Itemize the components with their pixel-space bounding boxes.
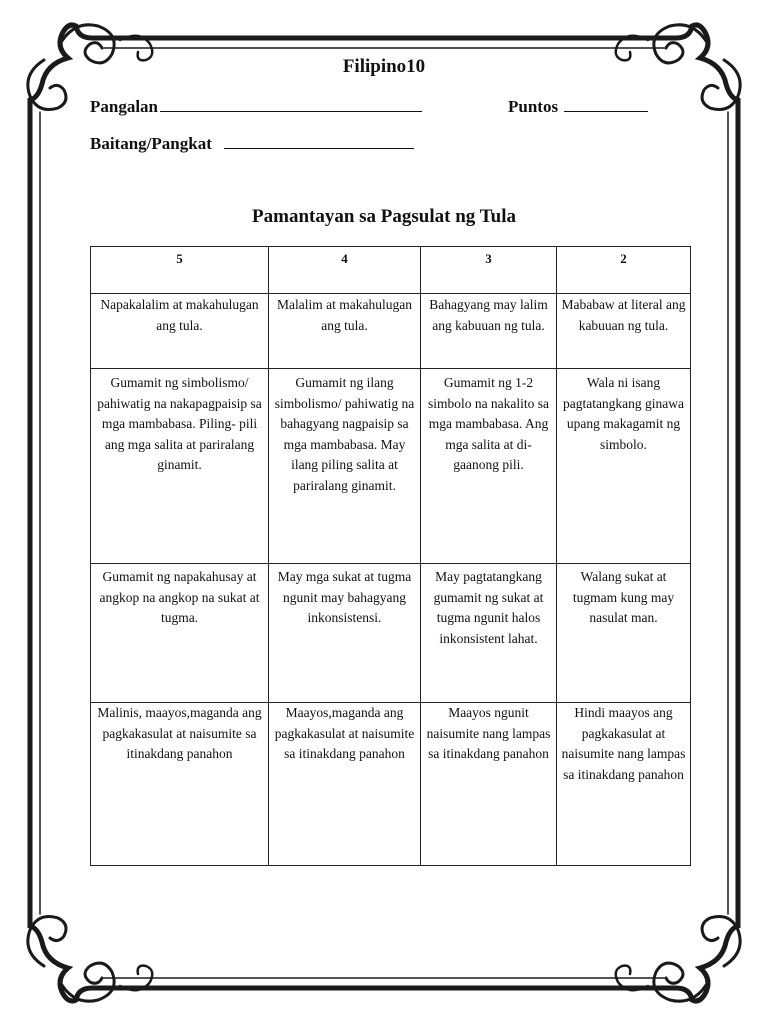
- table-cell: Mababaw at literal ang kabuuan ng tula.: [557, 294, 691, 369]
- name-label: Pangalan: [90, 97, 159, 116]
- document-title: Filipino10: [342, 56, 426, 77]
- name-field: [90, 97, 422, 117]
- table-cell: Gumamit ng simbolismo/ pahiwatig na nakapagpaisip sa mga mambabasa. Piling- pili ang mga salita at pariralang ginamit.: [91, 369, 269, 564]
- score-field: [508, 97, 648, 117]
- column-header-score-4: 4: [269, 247, 421, 294]
- grade-section-label: Baitang/Pangkat: [90, 134, 212, 153]
- rubric-table: [90, 246, 691, 866]
- column-header-score-2: 2: [557, 247, 691, 294]
- table-cell: Walang sukat at tugmam kung may nasulat man.: [557, 564, 691, 703]
- table-cell: Gumamit ng ilang simbolismo/ pahiwatig na bahagyang nagpaisip sa mga mambabasa. May ilang piling salita at pariralang ginamit.: [269, 369, 421, 564]
- table-cell: May mga sukat at tugma ngunit may bahagyang inkonsistensi.: [269, 564, 421, 703]
- table-cell: Maayos,maganda ang pagkakasulat at naisumite sa itinakdang panahon: [269, 703, 421, 866]
- table-row: [91, 564, 691, 703]
- table-cell: May pagtatangkang gumamit ng sukat at tugma ngunit halos inkonsistent lahat.: [421, 564, 557, 703]
- table-cell: Hindi maayos ang pagkakasulat at naisumite nang lampas sa itinakdang panahon: [557, 703, 691, 866]
- table-cell: Maayos ngunit naisumite nang lampas sa itinakdang panahon: [421, 703, 557, 866]
- score-label: Puntos: [508, 97, 559, 116]
- table-cell: Wala ni isang pagtatangkang ginawa upang makagamit ng simbolo.: [557, 369, 691, 564]
- table-cell: Gumamit ng napakahusay at angkop na angkop na sukat at tugma.: [91, 564, 269, 703]
- name-blank-line[interactable]: [160, 97, 422, 112]
- column-header-score-3: 3: [421, 247, 557, 294]
- table-cell: Napakalalim at makahulugan ang tula.: [91, 294, 269, 369]
- table-cell: Malinis, maayos,maganda ang pagkakasulat at naisumite sa itinakdang panahon: [91, 703, 269, 866]
- rubric-header-row: [91, 247, 691, 294]
- column-header-score-5: 5: [91, 247, 269, 294]
- table-row: [91, 703, 691, 866]
- table-cell: Gumamit ng 1-2 simbolo na nakalito sa mga mambabasa. Ang mga salita at di-gaanong pili.: [421, 369, 557, 564]
- score-blank-line[interactable]: [564, 97, 648, 112]
- table-cell: Malalim at makahulugan ang tula.: [269, 294, 421, 369]
- rubric-title: Pamantayan sa Pagsulat ng Tula: [252, 206, 516, 227]
- table-row: [91, 369, 691, 564]
- table-cell: Bahagyang may lalim ang kabuuan ng tula.: [421, 294, 557, 369]
- table-row: [91, 294, 691, 369]
- grade-section-blank-line[interactable]: [224, 134, 414, 149]
- grade-section-field: [90, 134, 414, 154]
